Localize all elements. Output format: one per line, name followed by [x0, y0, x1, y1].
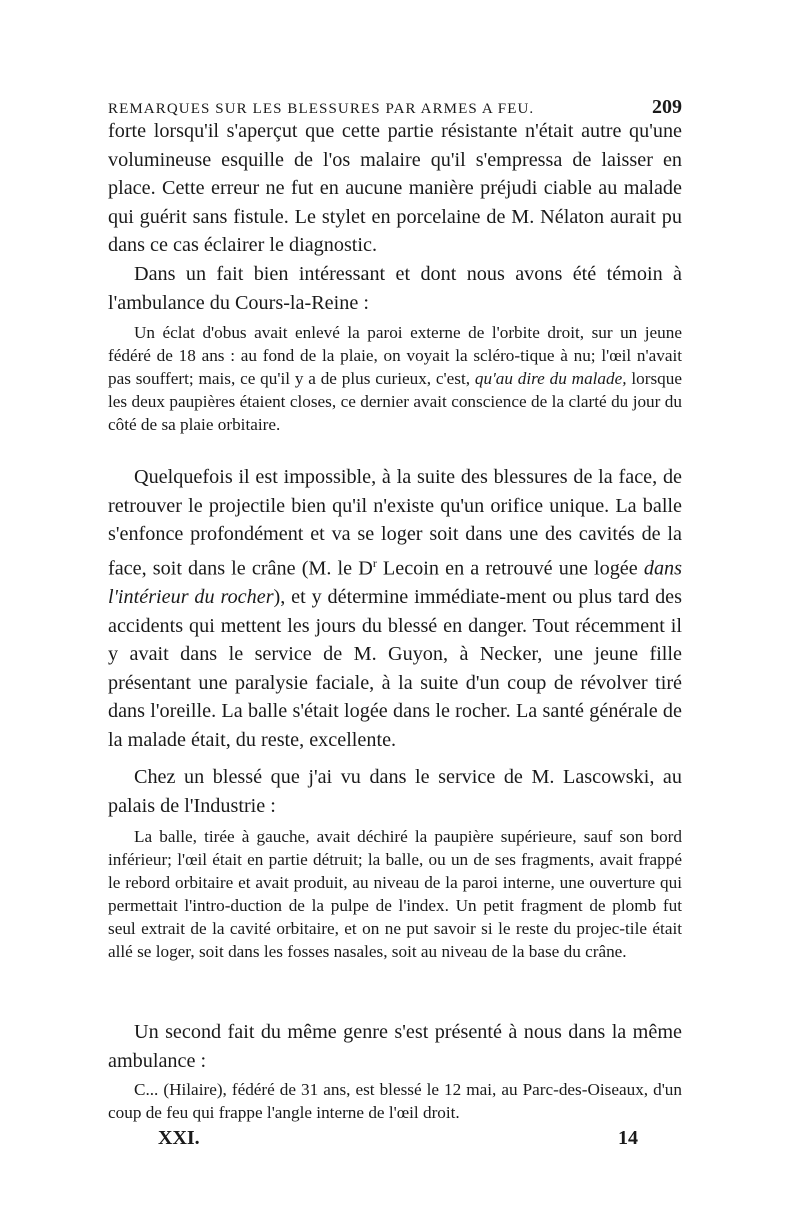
body-paragraph: Un second fait du même genre s'est présenté à nous dans la même ambulance : [108, 1021, 682, 1072]
body-paragraph: forte lorsqu'il s'aperçut que cette partie résistante n'était autre qu'une volumineuse esquille de l'os malaire qu'il s'empressa de laisser en place. Cette erreur ne fut en aucune manière préjudi ciable au malade qui guérit sans fistule. Le stylet en porcelaine de M. Nélaton aurait pu dans ce cas éclairer le diagnostic. [108, 120, 682, 257]
paragraph-continuation [108, 117, 682, 260]
quote-paragraph: C... (Hilaire), fédéré de 31 ans, est blessé le 12 mai, au Parc-des-Oiseaux, d'un coup de feu qui frappe l'angle interne de l'œil droit. [108, 1080, 682, 1122]
text-run: ), et y détermine immédiate-ment ou plus tard des accidents qui mettent les jours du blessé en danger. Tout récemment il y avait dans le service de M. Guyon, à Necker, une jeune fille présentant une paralysie faciale, à la suite d'un coup de révolver tiré dans l'oreille. La balle s'était logée dans le rocher. La santé générale de la malade était, du reste, excellente. [108, 586, 682, 752]
text-run: Lecoin en a retrouvé une logée [376, 557, 644, 580]
case-quote-2 [108, 826, 682, 963]
volume-mark: XXI. [158, 1127, 200, 1149]
signature-mark: 14 [618, 1127, 638, 1149]
paragraph-intro-case-1 [108, 260, 682, 317]
paragraph-intro-case-3 [108, 1018, 682, 1075]
body-paragraph [108, 463, 682, 755]
body-paragraph: Chez un blessé que j'ai vu dans le service de M. Lascowski, au palais de l'Industrie : [108, 766, 682, 817]
superscript: r [372, 555, 377, 570]
quote-text: Un éclat d'obus avait enlevé la paroi externe de l'orbite droit, sur un jeune fédéré de 18 ans : au fond de la plaie, on voyait la scléro-tique à nu; l'œil n'avait pas souffert; mais, ce qu'il y a de plus curieux, c'est, qu'au dire du malade, lorsque les deux paupières étaient closes, ce dernier avait conscience de la clarté du jour du côté de sa plaie orbitaire. [108, 323, 682, 434]
paragraph-projectile [108, 463, 682, 755]
running-header [108, 96, 682, 119]
italic-run: qu'au dire du malade, [474, 368, 627, 388]
signature-line [158, 1127, 638, 1150]
quote-paragraph [108, 322, 682, 437]
quote-paragraph: La balle, tirée à gauche, avait déchiré la paupière supérieure, sauf son bord inférieur; l'œil était en partie détruit; la balle, ou un de ses fragments, avait frappé le rebord orbitaire et avait produit, au niveau de la paroi interne, une ouverture qui permettait l'intro-duction de la pulpe de l'index. Un petit fragment de plomb fut seul extrait de la cavité orbitaire, et on ne put savoir si le reste du projec-tile était allé se loger, soit dans les fosses nasales, soit au niveau de la base du crâne. [108, 827, 682, 961]
running-title: REMARQUES SUR LES BLESSURES PAR ARMES A FEU. [108, 101, 535, 117]
text-run: Quelquefois il est impossible, à la suite des blessures de la face, de retrouver le projectile bien qu'il n'existe qu'un orifice unique. La balle s'enfonce profondément et va se loger soit dans une des cavités de la face, soit dans le crâne (M. le D [108, 466, 682, 580]
case-quote-1 [108, 322, 682, 437]
italic-run: dans l'intérieur du rocher [108, 557, 682, 609]
paragraph-intro-case-2 [108, 763, 682, 820]
case-quote-3 [108, 1079, 682, 1125]
body-paragraph: Dans un fait bien intéressant et dont nous avons été témoin à l'ambulance du Cours-la-Reine : [108, 263, 682, 314]
page-number: 209 [652, 96, 682, 118]
